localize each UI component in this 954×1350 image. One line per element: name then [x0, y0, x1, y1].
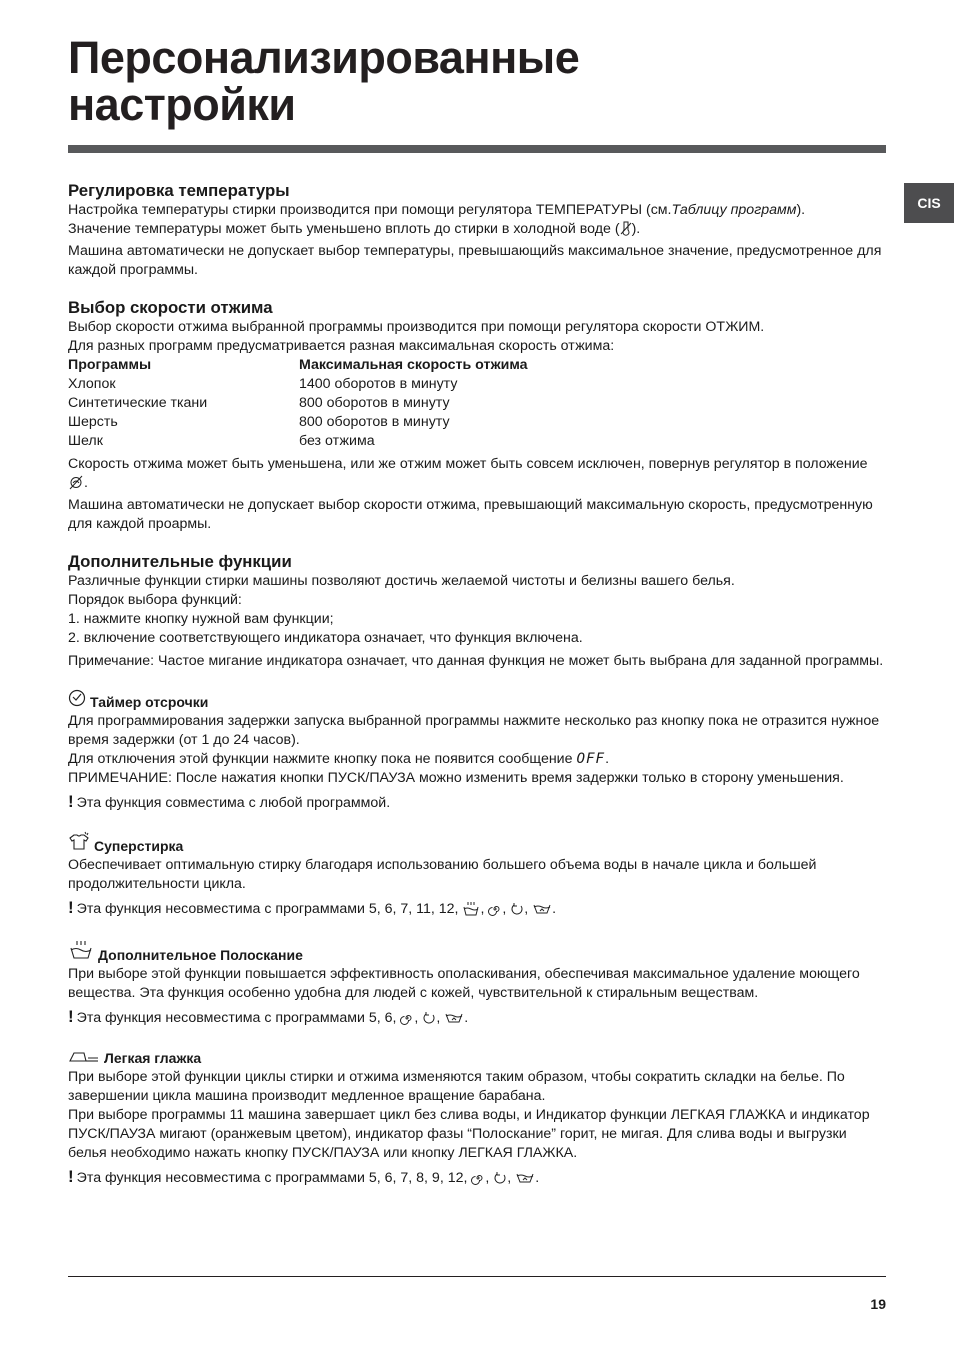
drain-icon [493, 1171, 507, 1191]
section-heading: Выбор скорости отжима [68, 298, 273, 317]
paragraph: Для программирования задержки запуска выбранной программы нажмите несколько раз кнопку пока не отразится нужное время задержки (от 1 до 24 часов). [68, 713, 880, 748]
text: Скорость отжима может быть уменьшена, или же отжим может быть совсем исключен, повернув регулятор в положение [68, 456, 868, 472]
paragraph: При выборе этой функции повышается эффективность ополаскивания, обеспечивая максимальное удаление моющего вещества. Эта функция особенно удобна для людей с кожей, чувствительной к стиральным веществам. [68, 966, 860, 1001]
paragraph: Порядок выбора функций: [68, 592, 242, 608]
table-cell: 1400 оборотов в минуту [299, 376, 458, 392]
warning-icon: ! [68, 898, 74, 917]
no-spin-icon [68, 475, 84, 496]
page-title-line2: настройки [68, 79, 296, 130]
tub-icon [444, 1011, 464, 1031]
paragraph: При выборе программы 11 машина завершает цикл без слива воды, и Индикатор функции ЛЕГКАЯ ГЛАЖКА и индикатор ПУСК/ПАУЗА мигают (оранжевым цветом), индикатор фазы “Полоскание” горит, не мигая. Для слива воды и выгрузки белья необходимо нажать кнопку ПУСК/ПАУЗА или кнопку ЛЕГКАЯ ГЛАЖКА. [68, 1107, 870, 1161]
paragraph: Различные функции стирки машины позволяют достичь желаемой чистоты и белизны вашего белья. [68, 573, 735, 589]
text: , [485, 1170, 490, 1186]
warning-icon: ! [68, 1007, 74, 1026]
text: Для отключения этой функции нажмите кнопку пока не появится сообщение [68, 751, 573, 767]
subsection-heading [68, 689, 886, 712]
drain-icon [510, 902, 524, 922]
italic-ref: Таблицу программ [671, 202, 797, 218]
warning-icon: ! [68, 1167, 74, 1186]
paragraph: Обеспечивает оптимальную стирку благодаря использованию большего объема воды в начале цикла и большей продолжительности цикла. [68, 857, 817, 892]
section-functions [68, 551, 886, 1191]
text: . [464, 1010, 469, 1026]
list-item: 2. включение соответствующего индикатора означает, что функция включена. [68, 630, 583, 646]
subsection-title: Таймер отсрочки [90, 694, 209, 710]
paragraph [68, 750, 886, 769]
compatibility-note [68, 898, 886, 922]
table-cell: Синтетические ткани [68, 395, 208, 411]
page-number: 19 [870, 1296, 886, 1312]
subsection-heading [68, 1049, 886, 1068]
text: Значение температуры может быть уменьшено вплоть до стирки в холодной воде ( [68, 221, 620, 237]
table-header: Максимальная скорость отжима [299, 357, 528, 373]
compatibility-note [68, 1007, 886, 1031]
section-heading: Дополнительные функции [68, 552, 292, 571]
text: . [605, 751, 610, 767]
text: , [524, 901, 529, 917]
spin-speed-table [68, 356, 886, 451]
subsection-title: Легкая глажка [104, 1050, 202, 1066]
note: Примечание: Частое мигание индикатора означает, что данная функция не может быть выбрана для заданной программы. [68, 653, 884, 669]
table-cell: Шелк [68, 433, 103, 449]
paragraph [68, 455, 886, 496]
text: , [414, 1010, 419, 1026]
text: . [535, 1170, 540, 1186]
text: , [502, 901, 507, 917]
subsection-title: Дополнительное Полоскание [98, 947, 303, 963]
text: Настройка температуры стирки производится при помощи регулятора ТЕМПЕРАТУРЫ (см. [68, 202, 672, 218]
paragraph [68, 201, 886, 220]
table-cell: Хлопок [68, 376, 116, 392]
subsection-title: Суперстирка [94, 838, 184, 854]
subsection-heading [68, 831, 886, 856]
compatibility-note [68, 792, 886, 813]
text: , [480, 901, 485, 917]
compatibility-note [68, 1167, 886, 1191]
text: Эта функция совместима с любой программой. [76, 795, 391, 811]
subsection-heading [68, 940, 886, 965]
spin-icon [471, 1171, 485, 1191]
subsection-easy-iron [68, 1049, 886, 1191]
spin-icon [488, 902, 502, 922]
timer-icon [68, 689, 86, 712]
cold-wash-icon [620, 221, 632, 242]
main-content [68, 180, 886, 1208]
off-display-code: OFF [576, 751, 606, 767]
text: ). [631, 221, 641, 237]
list-item: 1. нажмите кнопку нужной вам функции; [68, 611, 334, 627]
page-title-line1: Персонализированные [68, 32, 580, 83]
tub-icon [515, 1171, 535, 1191]
rinse-icon [68, 940, 94, 965]
text: , [436, 1010, 441, 1026]
iron-icon [68, 1049, 100, 1068]
paragraph: Машина автоматически не допускает выбор скорости отжима, превышающий максимальную скорость, предусмотренную для каждой проармы. [68, 497, 873, 532]
text: ). [796, 202, 806, 218]
section-temperature [68, 180, 886, 280]
paragraph [68, 220, 886, 242]
table-cell: 800 оборотов в минуту [299, 414, 450, 430]
subsection-timer [68, 689, 886, 813]
tub-icon [532, 902, 552, 922]
spin-icon [400, 1011, 414, 1031]
table-header: Программы [68, 357, 152, 373]
text: Эта функция несовместима с программами 5, 6, [76, 1010, 397, 1026]
paragraph: При выборе этой функции циклы стирки и отжима изменяются таким образом, чтобы сократить складки на белье. По завершении цикла машина производит медленное вращение барабана. [68, 1069, 845, 1104]
subsection-superwash [68, 831, 886, 922]
shirt-icon [68, 831, 90, 856]
language-tab: CIS [904, 183, 954, 223]
paragraph: Для разных программ предусматривается разная максимальная скорость отжима: [68, 338, 615, 354]
table-cell: без отжима [299, 433, 375, 449]
rinse-icon [462, 901, 480, 922]
drain-icon [422, 1011, 436, 1031]
text: Эта функция несовместима с программами 5, 6, 7, 11, 12, [76, 901, 459, 917]
title-divider [68, 145, 886, 153]
text: . [552, 901, 557, 917]
warning-icon: ! [68, 792, 74, 811]
paragraph: Машина автоматически не допускает выбор температуры, превышающийs максимальное значение, предусмотренное для каждой программы. [68, 243, 882, 278]
text: Эта функция несовместима с программами 5, 6, 7, 8, 9, 12, [76, 1170, 468, 1186]
text: . [84, 475, 88, 491]
table-cell: 800 оборотов в минуту [299, 395, 450, 411]
text: , [507, 1170, 512, 1186]
section-heading: Регулировка температуры [68, 181, 290, 200]
paragraph: Выбор скорости отжима выбранной программы производится при помощи регулятора скорости ОТЖИМ. [68, 319, 765, 335]
footer-divider [68, 1276, 886, 1277]
paragraph: ПРИМЕЧАНИЕ: После нажатия кнопки ПУСК/ПАУЗА можно изменить время задержки только в сторону уменьшения. [68, 770, 844, 786]
page-title [68, 34, 888, 128]
table-cell: Шерсть [68, 414, 118, 430]
subsection-extra-rinse [68, 940, 886, 1031]
section-spin [68, 297, 886, 534]
